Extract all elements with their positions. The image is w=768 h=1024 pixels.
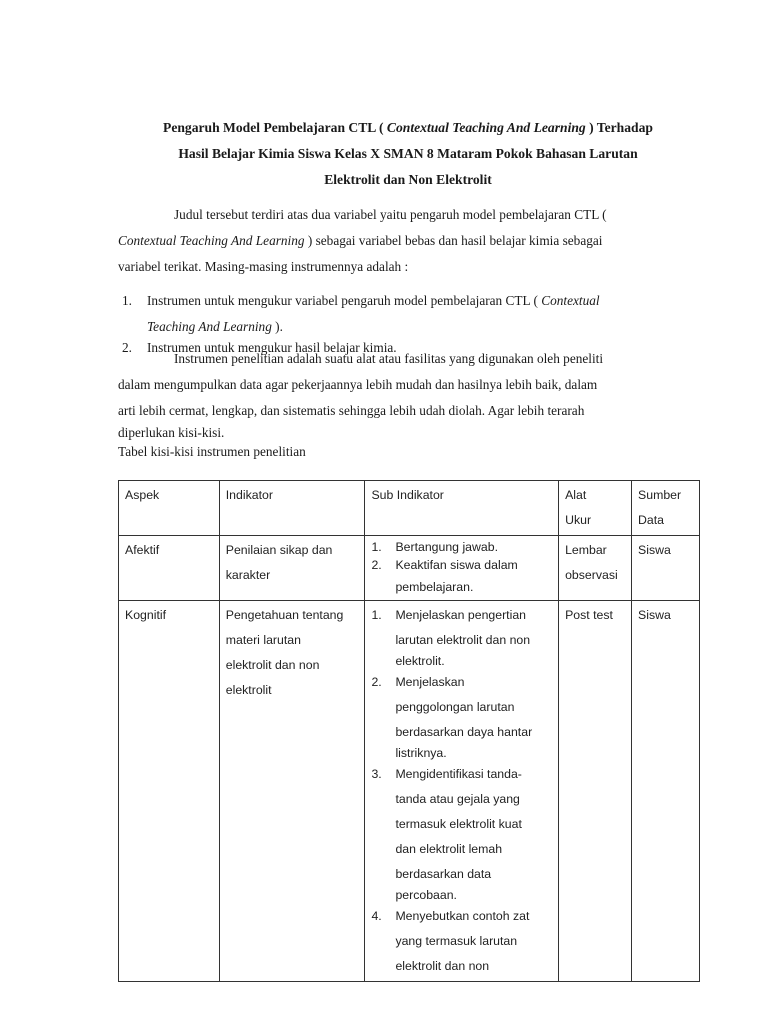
alat-line: observasi <box>565 568 618 582</box>
table-caption: Tabel kisi-kisi instrumen penelitian <box>118 444 306 459</box>
sub-item-line: pembelajaran. <box>395 580 474 594</box>
alat-line: Lembar <box>565 543 607 557</box>
title-line-3: Elektrolit dan Non Elektrolit <box>324 172 492 187</box>
sub-item-number: 1. <box>371 608 382 622</box>
cell-sub-indikator <box>365 536 559 601</box>
sub-item-number: 2. <box>371 558 382 572</box>
sub-item-line: larutan elektrolit dan non <box>395 633 531 647</box>
intro-line-2-italic: Contextual Teaching And Learning <box>118 233 305 248</box>
sub-item <box>371 762 552 904</box>
indikator-line: elektrolit dan non <box>225 658 320 672</box>
indikator-line: elektrolit <box>225 683 272 697</box>
sub-item-line: Mengidentifikasi tanda- <box>395 767 522 781</box>
table-row <box>119 536 700 601</box>
cell-aspek: Afektif <box>119 536 220 601</box>
sub-item-line: elektrolit. <box>395 654 445 668</box>
instrument-list <box>118 288 700 355</box>
sub-item-line: penggolongan larutan <box>395 700 515 714</box>
list-item-2-text: Instrumen untuk mengukur hasil belajar kimia. <box>147 340 397 355</box>
sub-item <box>371 556 552 598</box>
intro-paragraph <box>118 202 700 280</box>
table-row <box>119 601 700 982</box>
sub-item-line: Menjelaskan <box>395 675 465 689</box>
title-line-2: Hasil Belajar Kimia Siswa Kelas X SMAN 8 Mataram Pokok Bahasan Larutan <box>178 146 638 161</box>
sub-item <box>371 670 552 762</box>
sub-item-line: listriknya. <box>395 746 447 760</box>
list-item-1-pre: Instrumen untuk mengukur variabel pengaruh model pembelajaran CTL ( <box>147 293 542 308</box>
header-indikator: Indikator <box>219 481 365 536</box>
cell-sumber-data: Siswa <box>632 601 700 982</box>
header-alat-ukur <box>559 481 632 536</box>
list-item-number: 1. <box>122 293 132 308</box>
sub-item-number: 4. <box>371 909 382 923</box>
intro-line-2-post: ) sebagai variabel bebas dan hasil belajar kimia sebagai <box>304 233 603 248</box>
cell-indikator <box>219 536 365 601</box>
sub-item-line: Menyebutkan contoh zat <box>395 909 530 923</box>
kisi-kisi-table <box>118 480 700 982</box>
sub-item <box>371 904 552 979</box>
sub-item-line: Menjelaskan pengertian <box>395 608 527 622</box>
sub-item-line: percobaan. <box>395 888 457 902</box>
list-item-1-italic-2: Teaching And Learning <box>147 319 272 334</box>
intro-line-2 <box>118 228 700 254</box>
header-sumber-line-1: Sumber <box>638 488 682 502</box>
sub-item-line: dan elektrolit lemah <box>395 842 503 856</box>
header-alat-line-1: Alat <box>565 488 587 502</box>
sub-item-line: termasuk elektrolit kuat <box>395 817 522 831</box>
intro-line-1: Judul tersebut terdiri atas dua variabel yaitu pengaruh model pembelajaran CTL ( <box>174 207 607 222</box>
para2-line-4: diperlukan kisi-kisi. <box>118 425 225 440</box>
title-line-1-post: ) Terhadap <box>585 120 653 135</box>
cell-alat-ukur <box>559 536 632 601</box>
list-item-1-italic-1: Contextual <box>541 293 600 308</box>
table-header-row <box>119 481 700 536</box>
header-aspek: Aspek <box>119 481 220 536</box>
cell-indikator <box>219 601 365 982</box>
sub-item-line: yang termasuk larutan <box>395 934 518 948</box>
indikator-line: karakter <box>225 568 271 582</box>
document-title <box>118 115 698 193</box>
sub-item-number: 3. <box>371 767 382 781</box>
list-item <box>118 288 700 340</box>
list-item-1-line-2 <box>147 314 700 340</box>
sub-item-number: 1. <box>371 540 382 554</box>
cell-aspek: Kognitif <box>119 601 220 982</box>
header-sub-indikator: Sub Indikator <box>365 481 559 536</box>
header-sumber-line-2: Data <box>638 513 665 527</box>
sub-item <box>371 603 552 670</box>
header-alat-line-2: Ukur <box>565 513 592 527</box>
indikator-line: Pengetahuan tentang <box>225 608 344 622</box>
list-item-number: 2. <box>122 340 132 355</box>
list-item-1-post: ). <box>271 319 283 334</box>
title-line-1-pre: Pengaruh Model Pembelajaran CTL ( <box>163 120 387 135</box>
para2-line-3: arti lebih cermat, lengkap, dan sistematis sehingga lebih udah diolah. Agar lebih terarah <box>118 403 585 418</box>
para2-line-1: Instrumen penelitian adalah suatu alat atau fasilitas yang digunakan oleh peneliti <box>174 351 604 366</box>
title-line-1 <box>118 115 698 141</box>
sub-item <box>371 538 552 556</box>
para2-line-2: dalam mengumpulkan data agar pekerjaannya lebih mudah dan hasilnya lebih baik, dalam <box>118 377 598 392</box>
cell-alat-ukur: Post test <box>559 601 632 982</box>
sub-item-line: elektrolit dan non <box>395 959 490 973</box>
cell-sumber-data: Siswa <box>632 536 700 601</box>
indikator-line: materi larutan <box>225 633 301 647</box>
sub-item-number: 2. <box>371 675 382 689</box>
indikator-line: Penilaian sikap dan <box>225 543 333 557</box>
header-sumber-data <box>632 481 700 536</box>
sub-item-line: Bertangung jawab. <box>395 540 498 554</box>
intro-line-3: variabel terikat. Masing-masing instrumennya adalah : <box>118 259 409 274</box>
cell-sub-indikator <box>365 601 559 982</box>
title-line-1-italic: Contextual Teaching And Learning <box>386 120 586 135</box>
sub-item-line: Keaktifan siswa dalam <box>395 558 518 572</box>
sub-item-line: tanda atau gejala yang <box>395 792 520 806</box>
sub-item-line: berdasarkan daya hantar <box>395 725 533 739</box>
definition-paragraph <box>118 346 700 441</box>
sub-item-line: berdasarkan data <box>395 867 492 881</box>
list-item-1-line-1 <box>147 288 700 314</box>
